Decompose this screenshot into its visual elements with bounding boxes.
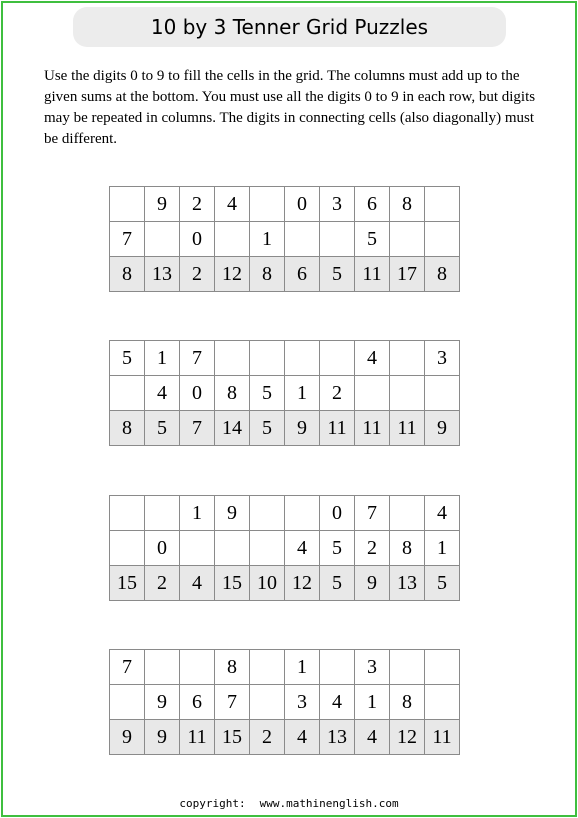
grid-cell[interactable]: 0 bbox=[320, 496, 355, 531]
sum-cell: 13 bbox=[320, 720, 355, 755]
grid-cell[interactable]: 1 bbox=[145, 341, 180, 376]
grid-row bbox=[110, 341, 460, 376]
tenner-grid-4 bbox=[109, 649, 460, 755]
grid-cell[interactable] bbox=[425, 685, 460, 720]
grid-cell[interactable] bbox=[390, 376, 425, 411]
grid-cell[interactable]: 2 bbox=[355, 531, 390, 566]
grid-cell[interactable] bbox=[250, 496, 285, 531]
grid-cell[interactable]: 7 bbox=[110, 650, 145, 685]
grid-cell[interactable]: 1 bbox=[285, 376, 320, 411]
grid-cell[interactable] bbox=[285, 341, 320, 376]
sum-cell: 13 bbox=[145, 257, 180, 292]
grid-cell[interactable]: 2 bbox=[180, 187, 215, 222]
grid-cell[interactable]: 1 bbox=[285, 650, 320, 685]
grid-cell[interactable] bbox=[250, 187, 285, 222]
sum-row bbox=[110, 566, 460, 601]
sum-cell: 5 bbox=[320, 257, 355, 292]
sum-cell: 10 bbox=[250, 566, 285, 601]
sum-cell: 11 bbox=[320, 411, 355, 446]
grid-cell[interactable]: 8 bbox=[390, 187, 425, 222]
grid-cell[interactable]: 1 bbox=[355, 685, 390, 720]
instructions-text: Use the digits 0 to 9 to fill the cells in the grid. The columns must add up to the given sums at the bottom. You must use all the digits 0 to 9 in each row, but digits may be repeated in columns. The digits in connecting cells (also diagonally) must be different. bbox=[44, 68, 536, 147]
grid-cell[interactable]: 8 bbox=[390, 531, 425, 566]
sum-cell: 11 bbox=[425, 720, 460, 755]
grid-cell[interactable]: 3 bbox=[285, 685, 320, 720]
sum-cell: 14 bbox=[215, 411, 250, 446]
copyright-label: copyright: bbox=[179, 797, 246, 810]
page-title: 10 by 3 Tenner Grid Puzzles bbox=[73, 7, 506, 47]
sum-cell: 5 bbox=[145, 411, 180, 446]
sum-cell: 6 bbox=[285, 257, 320, 292]
sum-cell: 4 bbox=[180, 566, 215, 601]
grid-row bbox=[110, 496, 460, 531]
grid-cell[interactable]: 1 bbox=[425, 531, 460, 566]
sum-cell: 8 bbox=[425, 257, 460, 292]
sum-cell: 11 bbox=[355, 257, 390, 292]
grid-cell[interactable]: 4 bbox=[145, 376, 180, 411]
sum-cell: 12 bbox=[215, 257, 250, 292]
grid-cell[interactable] bbox=[390, 222, 425, 257]
copyright-site-link[interactable]: www.mathinenglish.com bbox=[259, 797, 399, 810]
sum-cell: 9 bbox=[355, 566, 390, 601]
grid-cell[interactable] bbox=[250, 531, 285, 566]
grid-cell[interactable] bbox=[110, 496, 145, 531]
grid-cell[interactable] bbox=[320, 222, 355, 257]
grid-cell[interactable]: 4 bbox=[285, 531, 320, 566]
grid-cell[interactable] bbox=[110, 685, 145, 720]
grid-cell[interactable]: 9 bbox=[145, 187, 180, 222]
sum-cell: 13 bbox=[390, 566, 425, 601]
copyright-footer bbox=[0, 797, 578, 810]
grid-cell[interactable] bbox=[425, 222, 460, 257]
sum-cell: 9 bbox=[110, 720, 145, 755]
grid-cell[interactable]: 5 bbox=[250, 376, 285, 411]
grid-cell[interactable] bbox=[180, 531, 215, 566]
grid-cell[interactable] bbox=[390, 341, 425, 376]
grid-cell[interactable] bbox=[145, 650, 180, 685]
grid-cell[interactable]: 1 bbox=[180, 496, 215, 531]
sum-cell: 2 bbox=[180, 257, 215, 292]
grid-cell[interactable] bbox=[320, 650, 355, 685]
grid-cell[interactable]: 0 bbox=[180, 222, 215, 257]
grid-cell[interactable] bbox=[250, 341, 285, 376]
grid-cell[interactable]: 5 bbox=[355, 222, 390, 257]
grid-cell[interactable] bbox=[110, 376, 145, 411]
grid-cell[interactable] bbox=[180, 650, 215, 685]
grid-cell[interactable]: 2 bbox=[320, 376, 355, 411]
sum-cell: 11 bbox=[180, 720, 215, 755]
grid-cell[interactable]: 4 bbox=[355, 341, 390, 376]
grid-cell[interactable]: 4 bbox=[215, 187, 250, 222]
sum-cell: 9 bbox=[425, 411, 460, 446]
grid-row bbox=[110, 650, 460, 685]
grid-cell[interactable]: 8 bbox=[215, 376, 250, 411]
sum-cell: 2 bbox=[250, 720, 285, 755]
grid-cell[interactable] bbox=[320, 341, 355, 376]
grid-cell[interactable]: 0 bbox=[180, 376, 215, 411]
grid-cell[interactable]: 0 bbox=[285, 187, 320, 222]
sum-row bbox=[110, 411, 460, 446]
grid-cell[interactable] bbox=[215, 222, 250, 257]
grid-cell[interactable] bbox=[145, 496, 180, 531]
grid-cell[interactable]: 9 bbox=[145, 685, 180, 720]
sum-cell: 11 bbox=[390, 411, 425, 446]
sum-cell: 11 bbox=[355, 411, 390, 446]
grid-row bbox=[110, 376, 460, 411]
grid-cell[interactable]: 7 bbox=[110, 222, 145, 257]
grid-cell[interactable]: 4 bbox=[320, 685, 355, 720]
grid-cell[interactable] bbox=[110, 187, 145, 222]
sum-cell: 5 bbox=[320, 566, 355, 601]
grid-cell[interactable]: 3 bbox=[320, 187, 355, 222]
tenner-grid-1 bbox=[109, 186, 460, 292]
sum-cell: 4 bbox=[355, 720, 390, 755]
sum-cell: 7 bbox=[180, 411, 215, 446]
grid-cell[interactable] bbox=[285, 496, 320, 531]
grid-cell[interactable]: 7 bbox=[215, 685, 250, 720]
grid-cell[interactable]: 3 bbox=[425, 341, 460, 376]
grid-cell[interactable]: 5 bbox=[320, 531, 355, 566]
grid-cell[interactable] bbox=[425, 376, 460, 411]
grid-row bbox=[110, 531, 460, 566]
grid-cell[interactable] bbox=[215, 341, 250, 376]
grid-cell[interactable] bbox=[425, 187, 460, 222]
grid-cell[interactable]: 7 bbox=[180, 341, 215, 376]
sum-cell: 9 bbox=[145, 720, 180, 755]
grid-cell[interactable]: 4 bbox=[425, 496, 460, 531]
sum-row bbox=[110, 720, 460, 755]
grid-cell[interactable] bbox=[110, 531, 145, 566]
sum-cell: 8 bbox=[110, 411, 145, 446]
grid-cell[interactable] bbox=[390, 650, 425, 685]
sum-cell: 15 bbox=[215, 720, 250, 755]
sum-cell: 8 bbox=[250, 257, 285, 292]
sum-cell: 5 bbox=[250, 411, 285, 446]
grid-cell[interactable] bbox=[250, 650, 285, 685]
sum-cell: 15 bbox=[215, 566, 250, 601]
grid-cell[interactable] bbox=[355, 376, 390, 411]
sum-row bbox=[110, 257, 460, 292]
grid-cell[interactable] bbox=[215, 531, 250, 566]
grid-cell[interactable] bbox=[250, 685, 285, 720]
grid-cell[interactable]: 9 bbox=[215, 496, 250, 531]
grid-cell[interactable] bbox=[425, 650, 460, 685]
grid-cell[interactable] bbox=[285, 222, 320, 257]
grid-cell[interactable]: 7 bbox=[355, 496, 390, 531]
grid-cell[interactable]: 6 bbox=[355, 187, 390, 222]
grid-cell[interactable]: 1 bbox=[250, 222, 285, 257]
grid-cell[interactable] bbox=[145, 222, 180, 257]
tenner-grid-3 bbox=[109, 495, 460, 601]
sum-cell: 5 bbox=[425, 566, 460, 601]
sum-cell: 9 bbox=[285, 411, 320, 446]
sum-cell: 4 bbox=[285, 720, 320, 755]
sum-cell: 8 bbox=[110, 257, 145, 292]
grid-cell[interactable]: 5 bbox=[110, 341, 145, 376]
grid-row bbox=[110, 187, 460, 222]
grid-cell[interactable] bbox=[390, 496, 425, 531]
sum-cell: 12 bbox=[390, 720, 425, 755]
grid-cell[interactable]: 8 bbox=[390, 685, 425, 720]
sum-cell: 2 bbox=[145, 566, 180, 601]
tenner-grid-2 bbox=[109, 340, 460, 446]
sum-cell: 12 bbox=[285, 566, 320, 601]
grid-cell[interactable]: 3 bbox=[355, 650, 390, 685]
grid-cell[interactable]: 0 bbox=[145, 531, 180, 566]
sum-cell: 17 bbox=[390, 257, 425, 292]
grid-row bbox=[110, 685, 460, 720]
grid-row bbox=[110, 222, 460, 257]
grid-cell[interactable]: 8 bbox=[215, 650, 250, 685]
sum-cell: 15 bbox=[110, 566, 145, 601]
grid-cell[interactable]: 6 bbox=[180, 685, 215, 720]
